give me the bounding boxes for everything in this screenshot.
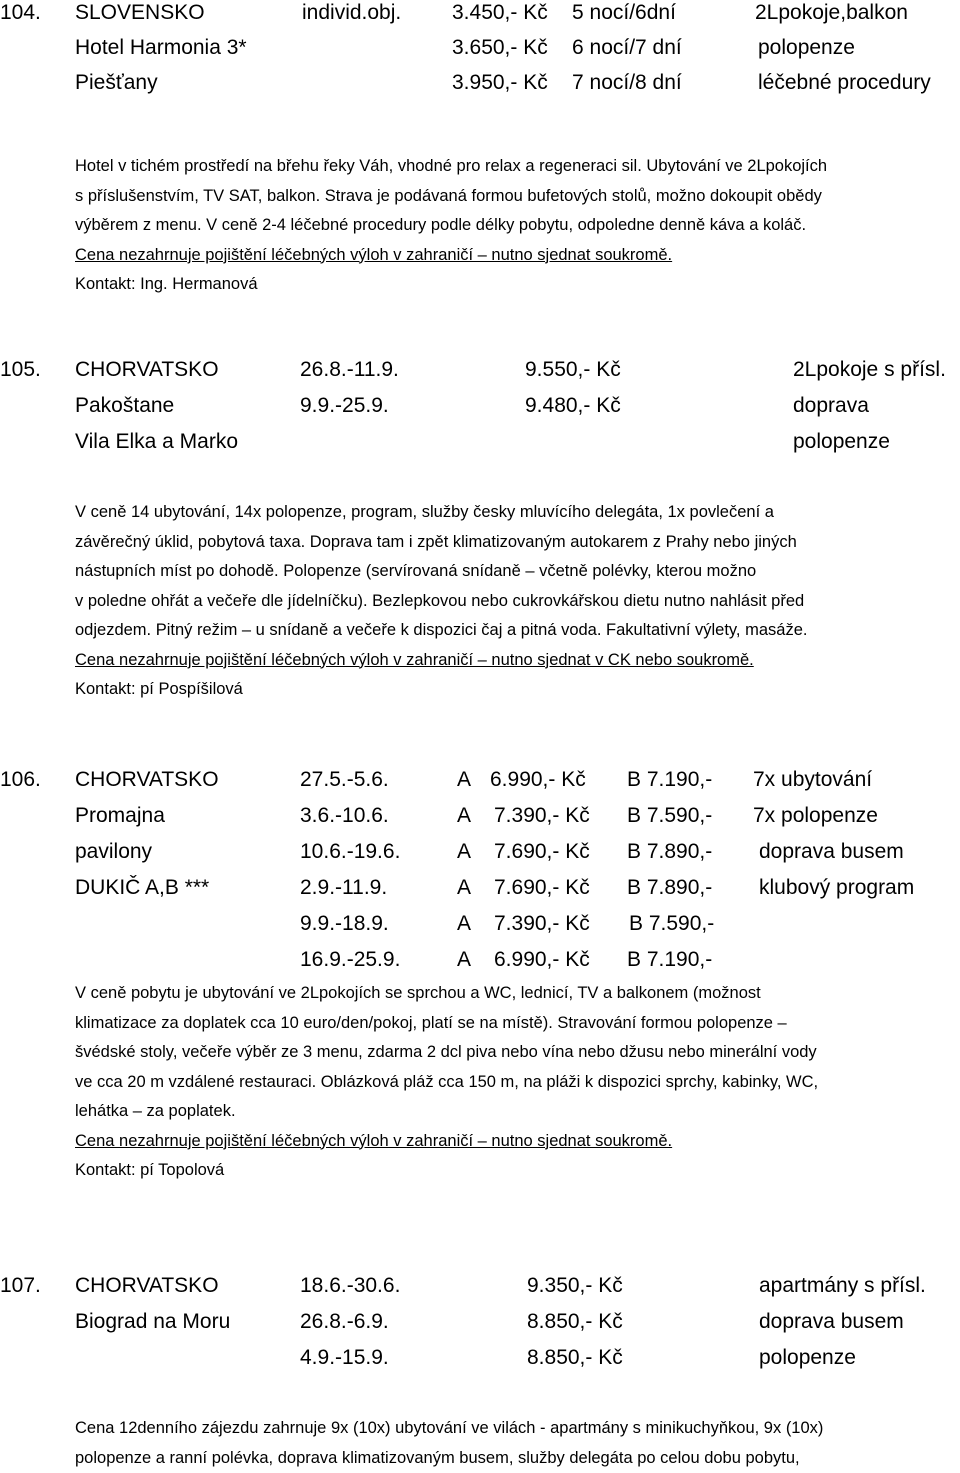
- duration: 6 nocí/7 dní: [572, 31, 682, 65]
- insurance-note: Cena nezahrnuje pojištění léčebných výloh v zahraničí – nutno sjednat v CK nebo soukromě.: [75, 646, 945, 676]
- price-b: B 7.190,-: [627, 763, 712, 797]
- accommodation-type: pavilony: [75, 835, 152, 869]
- description-line: lehátka – za poplatek.: [75, 1097, 945, 1127]
- country: CHORVATSKO: [75, 1269, 219, 1303]
- feature: doprava: [793, 389, 869, 423]
- dates: 10.6.-19.6.: [300, 835, 400, 869]
- price-a: 7.390,- Kč: [494, 907, 590, 941]
- price: 3.450,- Kč: [452, 0, 548, 30]
- feature: klubový program: [759, 871, 914, 905]
- country: CHORVATSKO: [75, 353, 219, 387]
- category-a: A: [457, 943, 471, 977]
- category-a: A: [457, 907, 471, 941]
- duration: 7 nocí/8 dní: [572, 66, 682, 100]
- dates: 2.9.-11.9.: [300, 871, 387, 905]
- price-b: B 7.890,-: [627, 871, 712, 905]
- dates: 26.8.-11.9.: [300, 353, 399, 387]
- price: 9.550,- Kč: [525, 353, 621, 387]
- description-line: výběrem z menu. V ceně 2-4 léčebné procedury podle délky pobytu, odpoledne denně káva a koláč.: [75, 211, 945, 241]
- feature: 2Lpokoje s přísl.: [793, 353, 946, 387]
- description-line: s příslušenstvím, TV SAT, balkon. Strava je podávaná formou bufetových stolů, možno dokoupit obědy: [75, 182, 945, 212]
- offer-106-description: [75, 979, 945, 1186]
- feature: 7x ubytování: [753, 763, 872, 797]
- feature: doprava busem: [759, 835, 904, 869]
- feature: polopenze: [758, 31, 855, 65]
- price-a: 6.990,- Kč: [494, 943, 590, 977]
- insurance-note: Cena nezahrnuje pojištění léčebných výloh v zahraničí – nutno sjednat soukromě.: [75, 1127, 945, 1157]
- description-line: švédské stoly, večeře výběr ze 3 menu, zdarma 2 dcl piva nebo vína nebo džusu nebo minerální vody: [75, 1038, 945, 1068]
- feature: 2Lpokoje,balkon: [755, 0, 908, 30]
- offer-number: 104.: [0, 0, 41, 30]
- description-line: ve cca 20 m vzdálené restauraci. Oblázková pláž cca 150 m, na pláži k dispozici sprchy, kabinky, WC,: [75, 1068, 945, 1098]
- price-a: 7.390,- Kč: [494, 799, 590, 833]
- hotel-name: Hotel Harmonia 3*: [75, 31, 247, 65]
- duration: 5 nocí/6dní: [572, 0, 676, 30]
- price: 8.850,- Kč: [527, 1305, 623, 1339]
- price-b: B 7.890,-: [627, 835, 712, 869]
- price-a: 6.990,- Kč: [490, 763, 586, 797]
- description-line: závěrečný úklid, pobytová taxa. Doprava tam i zpět klimatizovaným autokarem z Prahy nebo jiných: [75, 528, 945, 558]
- feature: 7x polopenze: [753, 799, 878, 833]
- dates: 16.9.-25.9.: [300, 943, 400, 977]
- offer-number: 105.: [0, 353, 41, 387]
- description-line: nástupních míst po dohodě. Polopenze (servírovaná snídaně – včetně polévky, kterou možno: [75, 557, 945, 587]
- offer-number: 107.: [0, 1269, 41, 1303]
- contact-line: Kontakt: Ing. Hermanová: [75, 270, 945, 300]
- accommodation-type: individ.obj.: [302, 0, 401, 30]
- category-a: A: [457, 835, 471, 869]
- location: Pakoštane: [75, 389, 174, 423]
- dates: 4.9.-15.9.: [300, 1341, 389, 1375]
- offer-105-description: [75, 498, 945, 705]
- description-line: Hotel v tichém prostředí na břehu řeky Váh, vhodné pro relax a regeneraci sil. Ubytování ve 2Lpokojích: [75, 152, 945, 182]
- price: 3.650,- Kč: [452, 31, 548, 65]
- dates: 18.6.-30.6.: [300, 1269, 400, 1303]
- offer-number: 106.: [0, 763, 41, 797]
- price-b: B 7.590,-: [629, 907, 714, 941]
- description-line: V ceně 14 ubytování, 14x polopenze, program, služby česky mluvícího delegáta, 1x povlečení a: [75, 498, 945, 528]
- dates: 27.5.-5.6.: [300, 763, 389, 797]
- description-line: Cena 12denního zájezdu zahrnuje 9x (10x) ubytování ve vilách - apartmány s minikuchyňkou, 9x (10x): [75, 1414, 945, 1444]
- dates: 9.9.-25.9.: [300, 389, 389, 423]
- category-a: A: [457, 871, 471, 905]
- feature: léčebné procedury: [758, 66, 931, 100]
- feature: doprava busem: [759, 1305, 904, 1339]
- category-a: A: [457, 799, 471, 833]
- price: 3.950,- Kč: [452, 66, 548, 100]
- price: 9.480,- Kč: [525, 389, 621, 423]
- description-line: polopenze a ranní polévka, doprava klimatizovaným busem, služby delegáta po celou dobu pobytu,: [75, 1444, 945, 1473]
- feature: apartmány s přísl.: [759, 1269, 926, 1303]
- price: 8.850,- Kč: [527, 1341, 623, 1375]
- price-b: B 7.590,-: [627, 799, 712, 833]
- offer-107-description: [75, 1414, 945, 1473]
- description-line: odjezdem. Pitný režim – u snídaně a večeře k dispozici čaj a pitná voda. Fakultativní výlety, masáže.: [75, 616, 945, 646]
- contact-line: Kontakt: pí Topolová: [75, 1156, 945, 1186]
- feature: polopenze: [759, 1341, 856, 1375]
- contact-line: Kontakt: pí Pospíšilová: [75, 675, 945, 705]
- location: Biograd na Moru: [75, 1305, 230, 1339]
- price: 9.350,- Kč: [527, 1269, 623, 1303]
- location: Promajna: [75, 799, 165, 833]
- dates: 9.9.-18.9.: [300, 907, 389, 941]
- price-a: 7.690,- Kč: [494, 871, 590, 905]
- insurance-note: Cena nezahrnuje pojištění léčebných výloh v zahraničí – nutno sjednat soukromě.: [75, 241, 945, 271]
- price-a: 7.690,- Kč: [494, 835, 590, 869]
- category-a: A: [457, 763, 471, 797]
- offer-104-description: [75, 152, 945, 300]
- description-line: klimatizace za doplatek cca 10 euro/den/pokoj, platí se na místě). Stravování formou polopenze –: [75, 1009, 945, 1039]
- description-line: V ceně pobytu je ubytování ve 2Lpokojích se sprchou a WC, lednicí, TV a balkonem (možnost: [75, 979, 945, 1009]
- country: SLOVENSKO: [75, 0, 205, 30]
- location: Piešťany: [75, 66, 158, 100]
- dates: 3.6.-10.6.: [300, 799, 389, 833]
- price-b: B 7.190,-: [627, 943, 712, 977]
- hotel-name: Vila Elka a Marko: [75, 425, 238, 459]
- hotel-name: DUKIČ A,B ***: [75, 871, 209, 905]
- dates: 26.8.-6.9.: [300, 1305, 389, 1339]
- description-line: v poledne ohřát a večeře dle jídelníčku). Bezlepkovou nebo cukrovkářskou dietu nutno nahlásit před: [75, 587, 945, 617]
- feature: polopenze: [793, 425, 890, 459]
- country: CHORVATSKO: [75, 763, 219, 797]
